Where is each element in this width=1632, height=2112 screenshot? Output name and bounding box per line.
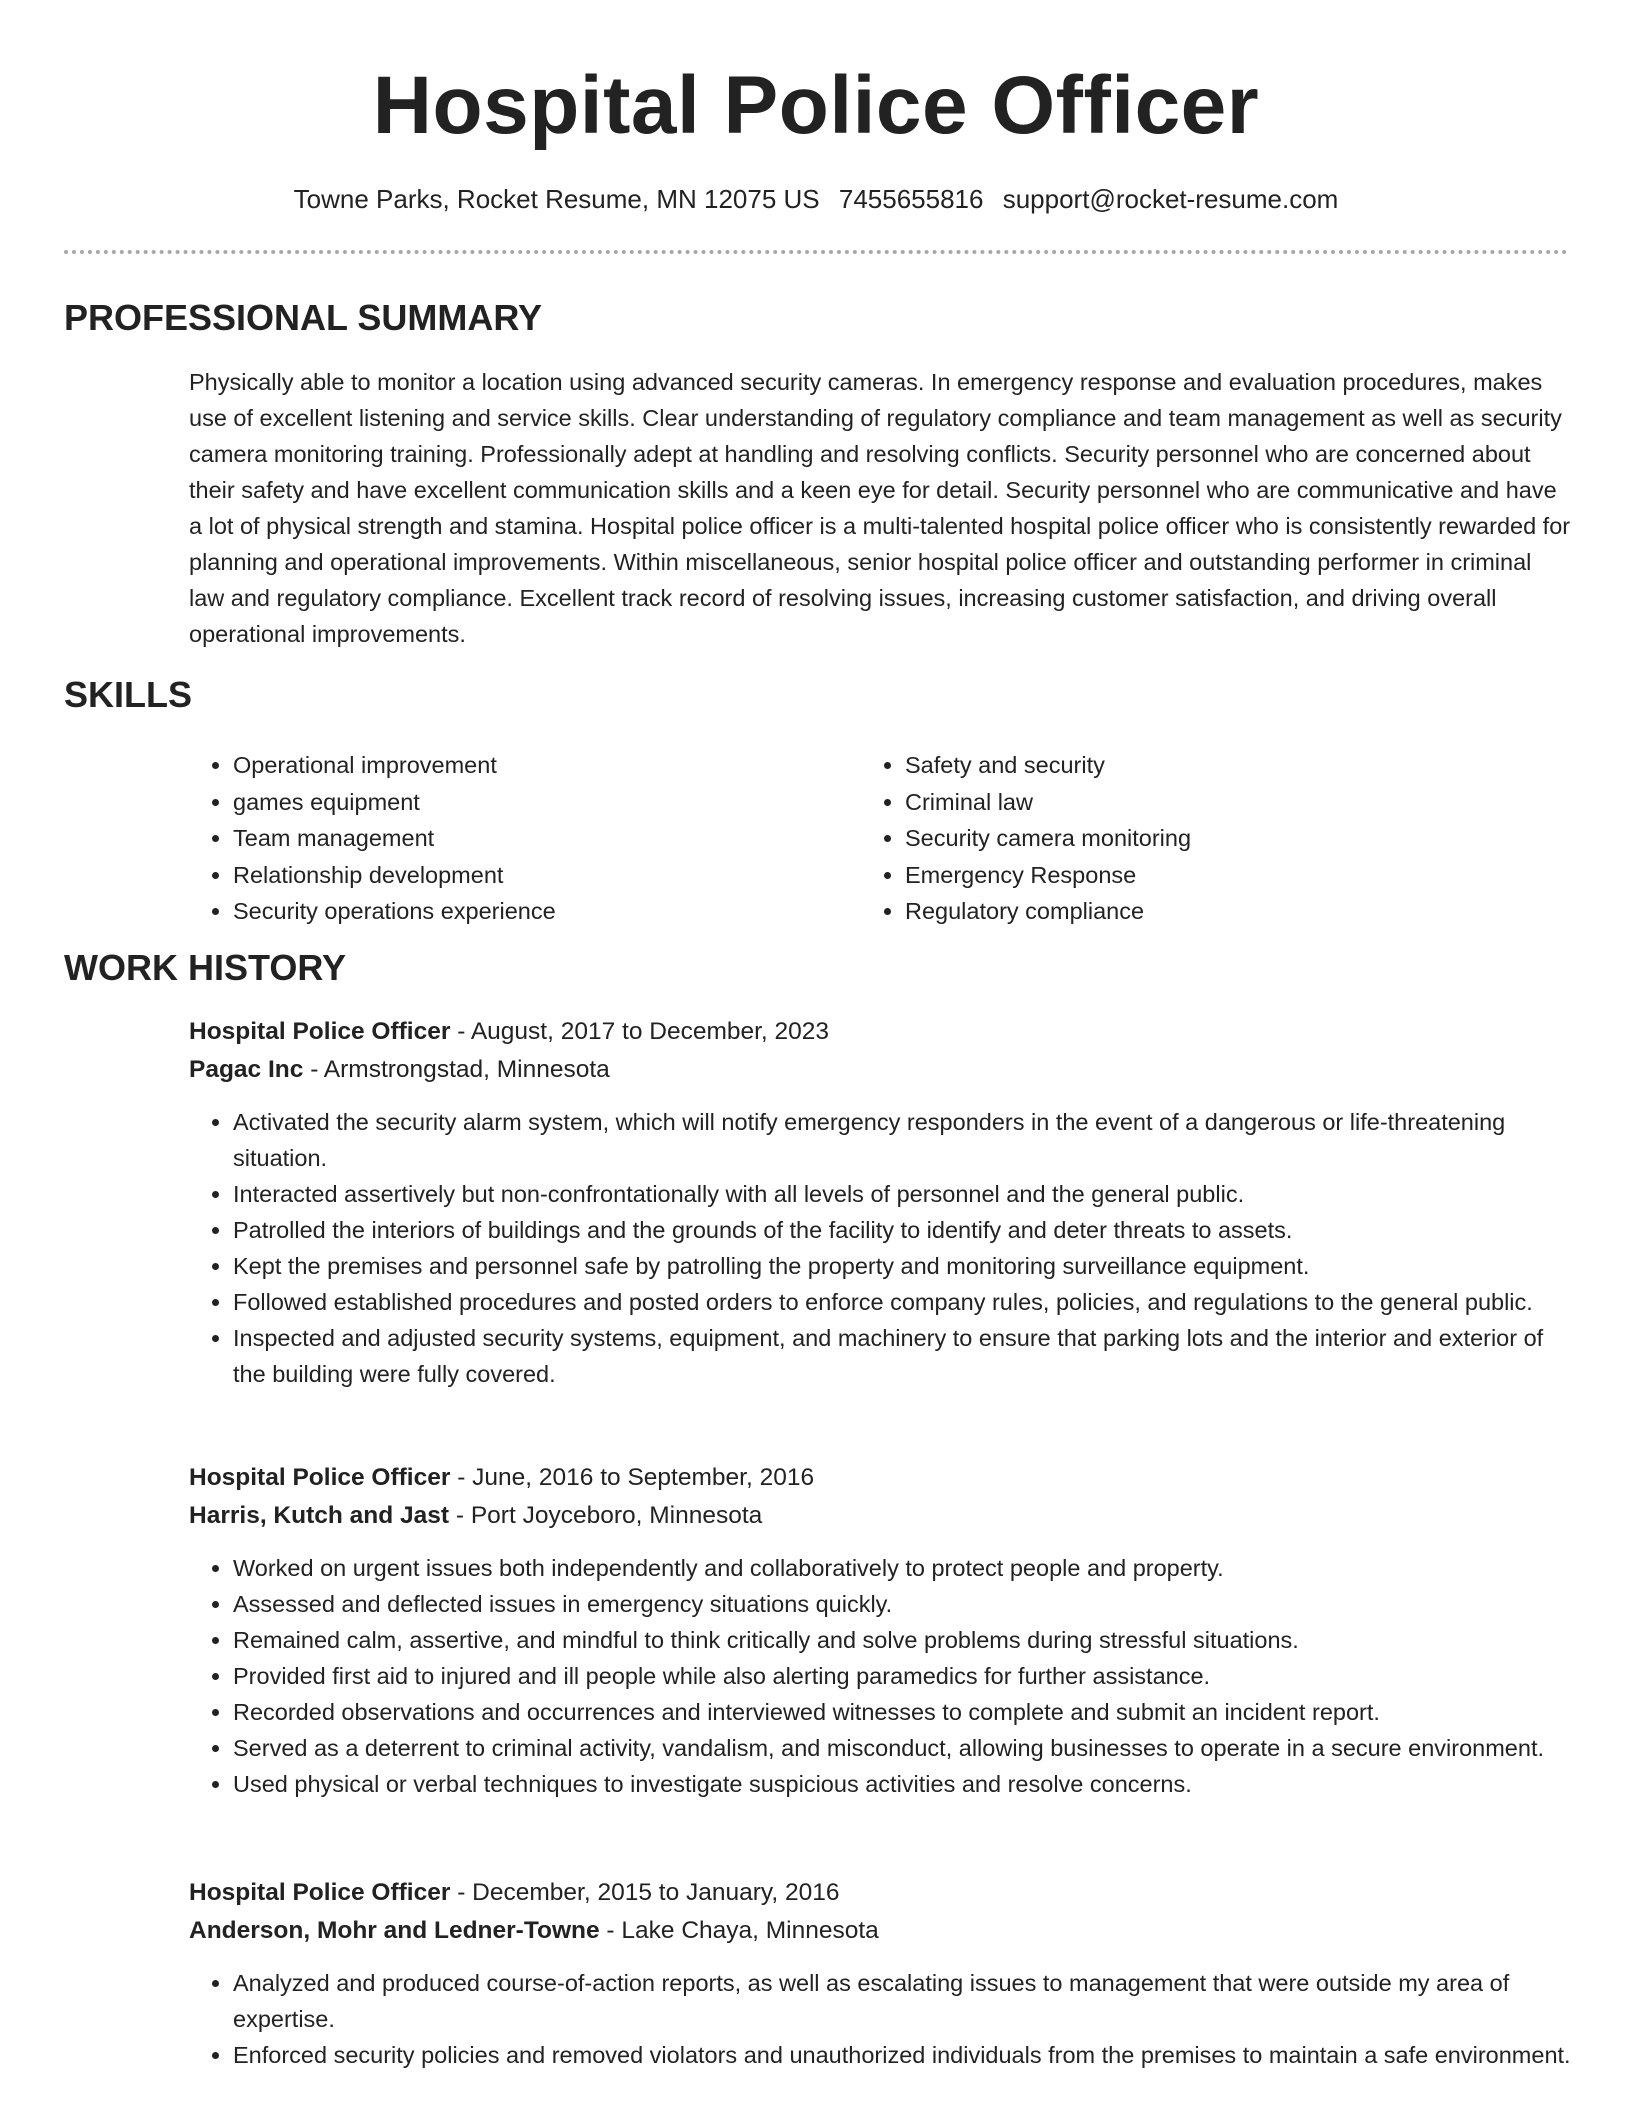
skills-list-right (861, 747, 1191, 930)
job-duty: • Followed established procedures and posted orders to enforce company rules, policies, and regulations to the general public. (233, 1284, 1573, 1320)
job-duty: • Remained calm, assertive, and mindful to think critically and solve problems during stressful situations. (233, 1622, 1573, 1658)
job-role: Hospital Police Officer (189, 1879, 451, 1906)
skill-item: • Team management (233, 820, 556, 857)
job-duty: • Kept the premises and personnel safe by patrolling the property and monitoring surveillance equipment. (233, 1248, 1573, 1284)
skill-item: • games equipment (233, 784, 556, 821)
job-dates: - June, 2016 to September, 2016 (450, 1464, 815, 1491)
contact-phone: 7455655816 (838, 184, 984, 214)
job-duty: • Used physical or verbal techniques to investigate suspicious activities and resolve concerns. (233, 1766, 1573, 1802)
job-duty: • Served as a deterrent to criminal activity, vandalism, and misconduct, allowing businesses to operate in a secure environment. (233, 1730, 1573, 1766)
skills-list-left (189, 747, 556, 930)
job-duty: • Provided first aid to injured and ill people while also alerting paramedics for further assistance. (233, 1658, 1573, 1694)
job-duty: • Activated the security alarm system, which will notify emergency responders in the event of a dangerous or life-threatening situation. (233, 1104, 1573, 1176)
skill-item: • Security camera monitoring (905, 820, 1191, 857)
job-duty: • Interacted assertively but non-confrontationally with all levels of personnel and the general public. (233, 1176, 1573, 1212)
job-company: Anderson, Mohr and Ledner-Towne (189, 1917, 600, 1944)
job-location: - Lake Chaya, Minnesota (599, 1917, 879, 1944)
header-divider (64, 250, 1568, 254)
job-company-line (189, 1051, 610, 1089)
job-title-line (189, 1874, 839, 1912)
skill-item: • Safety and security (905, 747, 1191, 784)
section-title-summary: PROFESSIONAL SUMMARY (64, 297, 543, 338)
job-role: Hospital Police Officer (189, 1464, 451, 1491)
job-company-line (189, 1912, 879, 1950)
job-title-line (189, 1013, 829, 1051)
job-dates: - August, 2017 to December, 2023 (450, 1018, 830, 1045)
contact-email: support@rocket-resume.com (1002, 184, 1339, 214)
contact-line (0, 183, 1632, 215)
job-duty: • Analyzed and produced course-of-action reports, as well as escalating issues to management that were outside my area of expertise. (233, 1965, 1573, 2037)
job-duty: • Patrolled the interiors of buildings and the grounds of the facility to identify and deter threats to assets. (233, 1212, 1573, 1248)
job-company: Harris, Kutch and Jast (189, 1502, 450, 1529)
job-role: Hospital Police Officer (189, 1018, 451, 1045)
job-duty: • Enforced security policies and removed violators and unauthorized individuals from the premises to maintain a safe environment. (233, 2037, 1573, 2073)
job-duty: • Worked on urgent issues both independently and collaboratively to protect people and property. (233, 1550, 1573, 1586)
job-company: Pagac Inc (189, 1056, 304, 1083)
contact-address: Towne Parks, Rocket Resume, MN 12075 US (293, 184, 820, 214)
job-duty: • Recorded observations and occurrences and interviewed witnesses to complete and submit an incident report. (233, 1694, 1573, 1730)
job-duties-list (189, 1550, 1573, 1802)
job-location: - Armstrongstad, Minnesota (303, 1056, 610, 1083)
job-dates: - December, 2015 to January, 2016 (450, 1879, 840, 1906)
skill-item: • Operational improvement (233, 747, 556, 784)
resume-name: Hospital Police Officer (372, 60, 1260, 151)
skill-item: • Security operations experience (233, 893, 556, 930)
skill-item: • Regulatory compliance (905, 893, 1191, 930)
summary-text: Physically able to monitor a location using advanced security cameras. In emergency response and evaluation procedures, makes use of excellent listening and service skills. Clear understanding of regulatory compliance and team management as well as security camera monitoring training. Professionally adept at handling and resolving conflicts. Security personnel who are concerned about their safety and have excellent communication skills and a keen eye for detail. Security personnel who are communicative and have a lot of physical strength and stamina. Hospital police officer is a multi-talented hospital police officer who is consistently rewarded for planning and operational improvements. Within miscellaneous, senior hospital police officer and outstanding performer in criminal law and regulatory compliance. Excellent track record of resolving issues, increasing customer satisfaction, and driving overall operational improvements. (189, 369, 1571, 647)
job-duties-list (189, 1965, 1573, 2073)
skill-item: • Relationship development (233, 857, 556, 894)
job-company-line (189, 1497, 762, 1535)
section-title-skills: SKILLS (64, 674, 193, 715)
job-duty: • Assessed and deflected issues in emergency situations quickly. (233, 1586, 1573, 1622)
job-duty: • Inspected and adjusted security systems, equipment, and machinery to ensure that parking lots and the interior and exterior of the building were fully covered. (233, 1320, 1573, 1392)
section-title-work-history: WORK HISTORY (64, 947, 347, 988)
job-duties-list (189, 1104, 1573, 1392)
skill-item: • Criminal law (905, 784, 1191, 821)
job-title-line (189, 1459, 814, 1497)
job-location: - Port Joyceboro, Minnesota (449, 1502, 763, 1529)
skill-item: • Emergency Response (905, 857, 1191, 894)
